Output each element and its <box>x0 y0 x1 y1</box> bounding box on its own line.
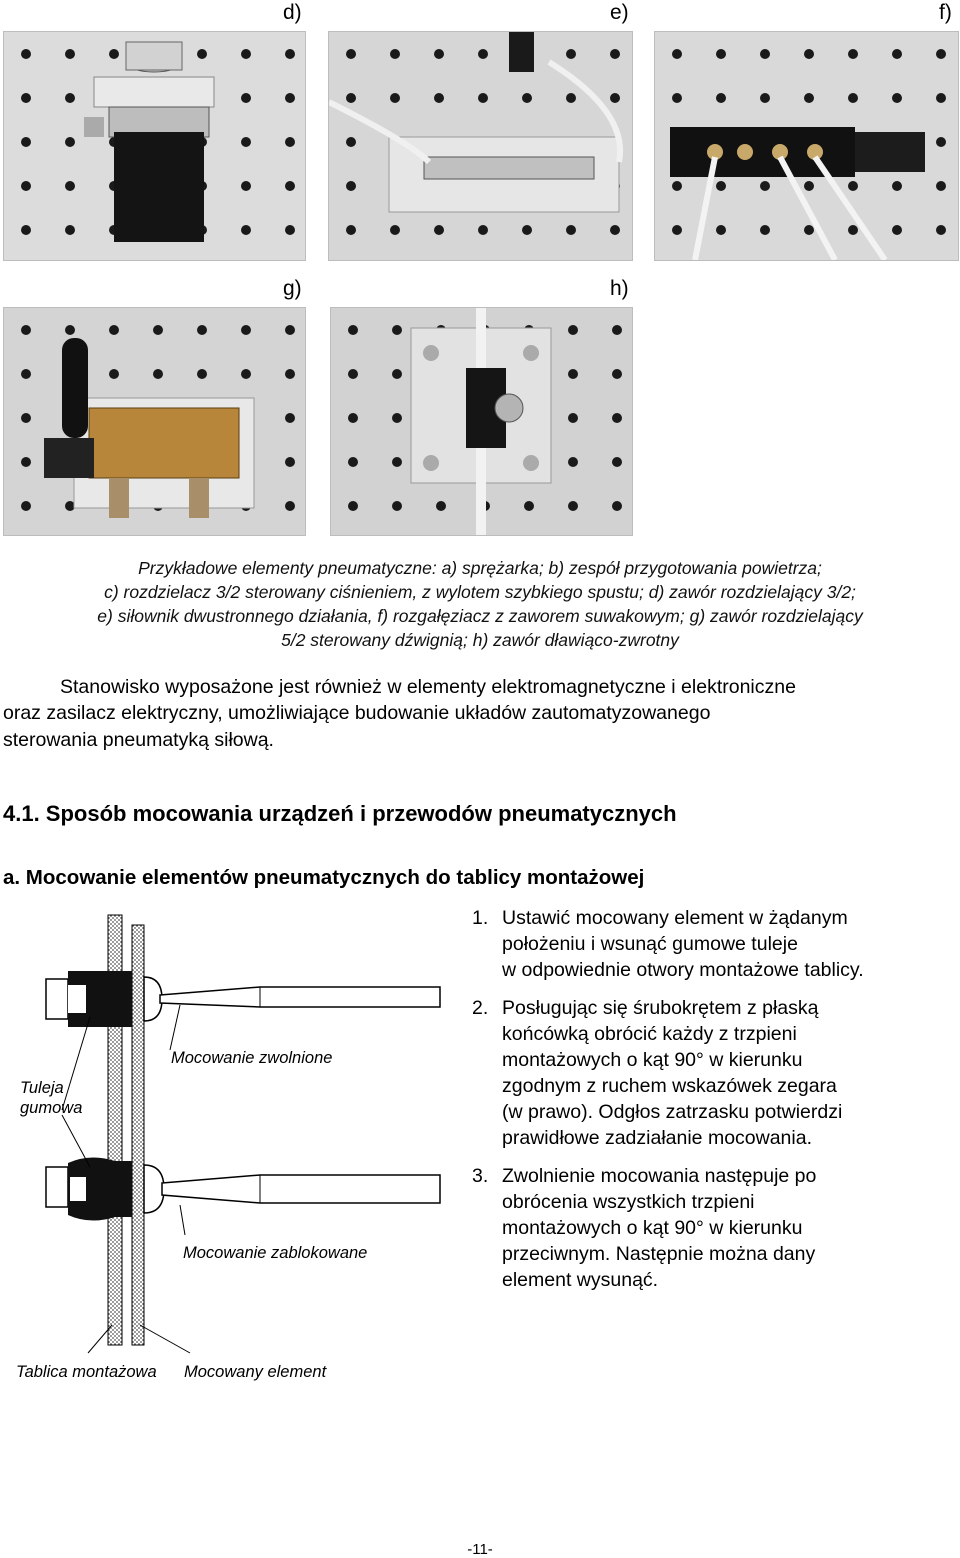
step-line: położeniu i wsunąć gumowe tuleje <box>502 933 798 955</box>
figure-caption <box>0 556 960 652</box>
intro-line-3: sterowania pneumatyką siłową. <box>3 729 274 751</box>
step-line: prawidłowe zadziałanie mocowania. <box>502 1127 813 1149</box>
photo-d-drawing <box>4 32 305 260</box>
step-line: Zwolnienie mocowania następuje po <box>502 1165 817 1187</box>
step-line: element wysunąć. <box>502 1269 659 1291</box>
mounting-diagram <box>0 905 460 1355</box>
leader-sleeve-top <box>62 1017 90 1110</box>
label-sleeve-1: Tuleja <box>20 1079 64 1097</box>
leader-element <box>140 1325 190 1353</box>
step-line: Posługując się śrubokrętem z płaską <box>502 997 819 1019</box>
photo-label-f: f) <box>939 1 952 24</box>
photo-e-cylinder <box>328 31 633 261</box>
step-number: 2. <box>472 997 489 1019</box>
step-line: montażowych o kąt 90° w kierunku <box>502 1217 803 1239</box>
caption-line: e) siłownik dwustronnego działania, f) rozgałęziacz z zaworem suwakowym; g) zawór rozdzielający <box>97 606 863 626</box>
leader-released <box>170 1005 180 1050</box>
caption-line: 5/2 sterowany dźwignią; h) zawór dławiąco-zwrotny <box>281 630 679 650</box>
photo-d-valve-3-2 <box>3 31 306 261</box>
label-element: Mocowany element <box>184 1363 327 1381</box>
subsection-heading: a. Mocowanie elementów pneumatycznych do tablicy montażowej <box>3 866 645 889</box>
step-line: montażowych o kąt 90° w kierunku <box>502 1049 803 1071</box>
photo-h-drawing <box>331 308 632 535</box>
step-number: 1. <box>472 907 489 929</box>
step-line: w odpowiednie otwory montażowe tablicy. <box>502 959 864 981</box>
photo-g-drawing <box>4 308 305 535</box>
photo-f-drawing <box>655 32 958 260</box>
photo-h-throttle-valve <box>330 307 633 536</box>
photo-label-g: g) <box>283 277 302 300</box>
page-number: -11- <box>467 1541 493 1558</box>
caption-line: Przykładowe elementy pneumatyczne: a) sprężarka; b) zespół przygotowania powietrza; <box>138 558 822 578</box>
step-line: zgodnym z ruchem wskazówek zegara <box>502 1075 837 1097</box>
label-board: Tablica montażowa <box>16 1363 157 1381</box>
released-mount <box>46 971 440 1027</box>
mounted-element <box>132 925 144 1345</box>
step-number: 3. <box>472 1165 489 1187</box>
photo-label-d: d) <box>283 1 302 24</box>
photo-f-manifold <box>654 31 959 261</box>
photo-e-drawing <box>329 32 632 260</box>
locked-mount <box>46 1157 440 1220</box>
label-locked: Mocowanie zablokowane <box>183 1244 368 1262</box>
step-line: Ustawić mocowany element w żądanym <box>502 907 848 929</box>
intro-line-2: oraz zasilacz elektryczny, umożliwiające budowanie układów zautomatyzowanego <box>3 702 711 724</box>
caption-line: c) rozdzielacz 3/2 sterowany ciśnieniem, z wylotem szybkiego spustu; d) zawór rozdzielający 3/2; <box>104 582 856 602</box>
label-released: Mocowanie zwolnione <box>171 1049 333 1067</box>
step-line: przeciwnym. Następnie można dany <box>502 1243 816 1265</box>
step-line: końcówką obrócić każdy z trzpieni <box>502 1023 797 1045</box>
leader-sleeve-bottom <box>62 1115 90 1167</box>
step-line: obrócenia wszystkich trzpieni <box>502 1191 755 1213</box>
photo-label-e: e) <box>610 1 629 24</box>
leader-locked <box>180 1205 185 1235</box>
section-heading: 4.1. Sposób mocowania urządzeń i przewodów pneumatycznych <box>3 801 677 826</box>
label-sleeve-2: gumowa <box>20 1099 83 1117</box>
intro-line-1: Stanowisko wyposażone jest również w elementy elektromagnetyczne i elektroniczne <box>60 676 796 698</box>
photo-g-lever-valve <box>3 307 306 536</box>
step-line: (w prawo). Odgłos zatrzasku potwierdzi <box>502 1101 843 1123</box>
photo-label-h: h) <box>610 277 629 300</box>
